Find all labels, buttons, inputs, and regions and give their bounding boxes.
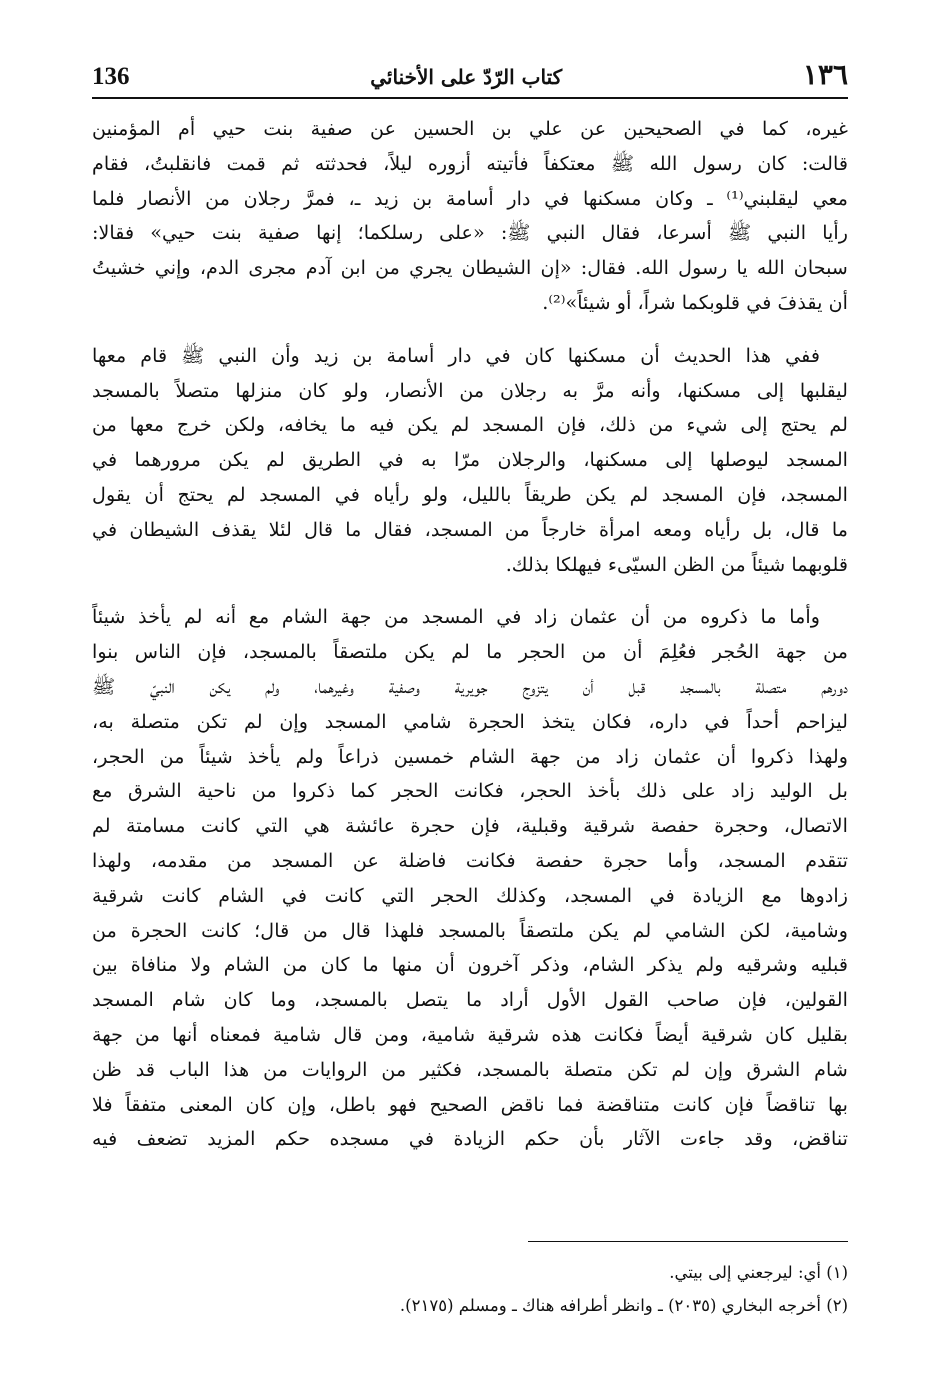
text-line: المسجد ليوصلها إلى مسكنها، والرجلان مرّا به في الطريق لم يكن مرورهما في (92, 448, 848, 472)
paragraph-2 (92, 339, 848, 583)
text-line: غيره، كما في الصحيحين عن علي بن الحسين عن صفية بنت حيي أم المؤمنين (92, 117, 848, 140)
page-number-latin: 136 (92, 63, 130, 90)
page-header (92, 58, 848, 92)
page-number-arabic: ١٣٦ (802, 58, 848, 91)
text-line: بل الوليد زاد على ذلك بأخذ الحجر، فكانت الحجر كما ذكروا من ناحية الشرق مع (92, 779, 848, 803)
footnote-2: (٢) أخرجه البخاري (٢٠٣٥) ـ وانظر أطرافه هناك ـ ومسلم (٢١٧٥). (399, 1296, 848, 1315)
text-line: من جهة الحُجر فعُلِمَ أن من الحجر ما لم يكن ملتصقاً بالمسجد، فإن الناس بنوا (92, 640, 848, 664)
text-line: رأيا النبي ﷺ أسرعا، فقال النبي ﷺ: «على رسلكما؛ إنها صفية بنت حيي» فقالا: (92, 221, 848, 245)
text-line: الاتصال، وحجرة حفصة شرقية وقبلية، فإن حجرة عائشة هي التي كانت مسامتة لم (92, 814, 848, 838)
footnote-divider (528, 1241, 848, 1242)
text-line: لم يحتج إلى شيء من ذلك، فإن المسجد لم يكن فيه ما يخافه، ولكن خرج معها من (92, 413, 848, 437)
header-divider (92, 97, 848, 99)
text-line: أن يقذفَ في قلوبكما شراً، أو شيئاً»⁽²⁾. (542, 290, 848, 314)
text-line: ما قال، بل رأياه ومعه امرأة خارجاً من المسجد، فقال ما قال لئلا يقذف الشيطان في (92, 517, 848, 541)
main-text (92, 112, 848, 1175)
text-line: قبليه وشرقيه ولم يذكر الشام، وذكر آخرون أن منها ما كان من الشام ولا منافاة بين (92, 953, 848, 977)
text-line: قالت: كان رسول الله ﷺ معتكفاً فأتيته أزوره ليلاً، فحدثته ثم قمت فانقلبتُ، فقام (92, 151, 848, 175)
text-line: ولهذا ذكروا أن عثمان زاد من جهة الشام خمسين ذراعاً ولم يأخذ شيئاً من الحجر، (92, 744, 848, 768)
text-line: بقليل كان شرقية أيضاً فكانت هذه شرقية شامية، ومن قال شامية فمعناه أنها من جهة (92, 1022, 848, 1046)
text-line: قلوبهما شيئاً من الظن السيّىء فيهلكا بذلك. (505, 552, 848, 576)
book-title: كتاب الرّدّ على الأخنائي (370, 65, 563, 89)
footnotes (92, 1256, 848, 1322)
paragraph-1 (92, 112, 848, 321)
text-line: بها تناقضاً فإن كانت متناقضة فما ناقض الصحيح فهو باطل، وإن كان المعنى متفقاً فلا (92, 1092, 848, 1116)
text-line: تتقدم المسجد، وأما حجرة حفصة فكانت فاضلة عن المسجد من مقدمه، ولهذا (92, 848, 848, 872)
text-line: دورهم متصلة بالمسجد قبل أن يتزوج جويرية وصفية وغيرهما، ولم يكن النبيّ ﷺ (92, 674, 848, 698)
text-line: زادوها مع الزيادة في المسجد، وكذلك الحجر التي كانت في الشام كانت شرقية (92, 883, 848, 907)
text-line: القولين، فإن صاحب القول الأول أراد ما يتصل بالمسجد، وما كان شام المسجد (92, 988, 848, 1012)
text-line: ليقلبها إلى مسكنها، وأنه مرَّ به رجلان من الأنصار، ولو كان منزلها متصلاً بالمسجد (92, 378, 848, 402)
text-line: وشامية، لكن الشامي لم يكن ملتصقاً بالمسجد فلهذا قال من قال؛ كانت الحجرة من (92, 918, 848, 942)
text-line: وأما ما ذكروه من أن عثمان زاد في المسجد من جهة الشام مع أنه لم يأخذ شيئاً (92, 605, 820, 629)
text-line: معي ليقلبني⁽¹⁾ ـ وكان مسكنها في دار أسامة بن زيد ـ، فمرَّ رجلان من الأنصار فلما (92, 186, 848, 210)
footnote-1: (١) أي: ليرجعني إلى بيتي. (669, 1263, 848, 1282)
text-line: المسجد، فإن المسجد لم يكن طريقاً بالليل، ولو رأياه في المسجد لم يحتج أن يقول (92, 482, 848, 506)
text-line: تناقض، وقد جاءت الآثار بأن حكم الزيادة في مسجده حكم المزيد تضعف فيه (92, 1127, 848, 1151)
text-line: شام الشرق وإن لم تكن متصلة بالمسجد، فكثير من الروايات من هذا الباب قد ظن (92, 1057, 848, 1081)
text-line: ليزاحم أحداً في داره، فكان يتخذ الحجرة شامي المسجد وإن لم تكن متصلة به، (92, 709, 848, 733)
paragraph-3 (92, 600, 848, 1157)
text-line: سبحان الله يا رسول الله. فقال: «إن الشيطان يجري من ابن آدم مجرى الدم، وإني خشيتُ (92, 256, 848, 280)
text-line: ففي هذا الحديث أن مسكنها كان في دار أسامة بن زيد وأن النبي ﷺ قام معها (92, 343, 820, 367)
